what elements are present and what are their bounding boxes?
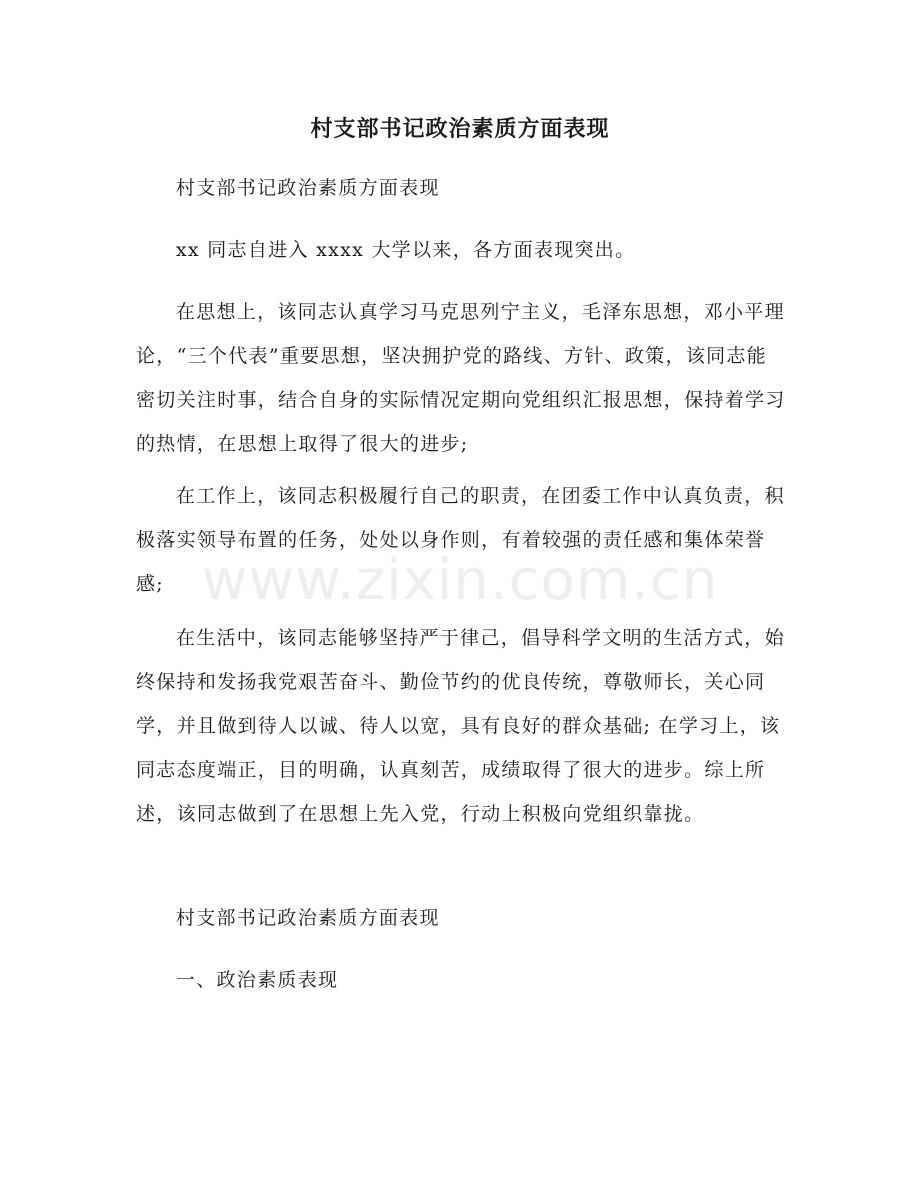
paragraph-life: 在生活中，该同志能够坚持严于律己，倡导科学文明的生活方式，始终保持和发扬我党艰苦奋斗、勤俭节约的优良传统，尊敬师长，关心同学，并且做到待人以诚、待人以宽，具有良好的群众基础; 在学习上，该同志态度端正，目的明确，认真刻苦，成绩取得了很大的进步。综上所述，该同志做到了在思想上先入党，行动上积极向党组织靠拢。	[136, 627, 785, 825]
paragraph-thought: 在思想上，该同志认真学习马克思列宁主义，毛泽东思想，邓小平理论，“三个代表”重要思想，坚决拥护党的路线、方针、政策，该同志能密切关注时事，结合自身的实际情况定期向党组织汇报思想，保持着学习的热情，在思想上取得了很大的进步;	[136, 301, 786, 455]
watermark: www.zixin.com.cn	[201, 548, 719, 613]
section-heading-political: 一、政治素质表现	[175, 969, 339, 991]
paragraph-repeat-title: 村支部书记政治素质方面表现	[175, 907, 440, 929]
paragraph-intro: xx 同志自进入 xxxx 大学以来，各方面表现突出。	[175, 239, 636, 261]
paragraph-subtitle: 村支部书记政治素质方面表现	[175, 177, 440, 199]
paragraph-work: 在工作上，该同志积极履行自己的职责，在团委工作中认真负责，积极落实领导布置的任务，处处以身作则，有着较强的责任感和集体荣誉感;	[136, 485, 785, 595]
document-title: 村支部书记政治素质方面表现	[310, 116, 610, 142]
